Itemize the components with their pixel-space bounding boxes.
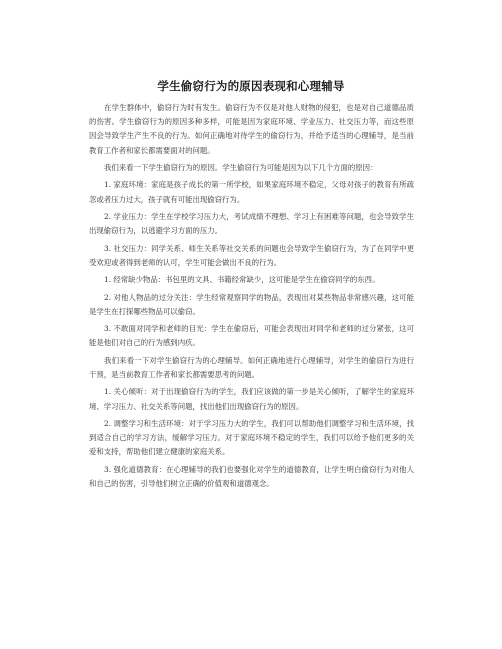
counseling-intro-paragraph: 我们来看一下对学生偷窃行为的心理辅导。如何正确地进行心理辅导，对学生的偷窃行为进行干预，是当前教育工作者和家长都需要思考的问题。 [89, 355, 414, 379]
document-title: 学生偷窃行为的原因表现和心理辅导 [157, 79, 345, 93]
sign-missing-items-paragraph: 1. 经常缺少物品：书包里的文具、书籍经常缺少，这可能是学生在偷窃同学的东西。 [104, 275, 380, 285]
sign-avoid-gaze-paragraph: 3. 不敢面对同学和老师的目光：学生在偷窃后，可能会表现出对同学和老师的过分紧张，这可能是他们对自己的行为感到内疚。 [89, 324, 414, 348]
cause-social-paragraph: 3. 社交压力：同学关系、师生关系等社交关系的问题也会导致学生偷窃行为，为了在同学中更受欢迎或者得到老师的认可，学生可能会做出不良的行为。 [89, 243, 414, 267]
counsel-moral-paragraph: 3. 强化道德教育：在心理辅导的我们也要强化对学生的道德教育，让学生明白偷窃行为对他人和自己的伤害，引导他们树立正确的价值观和道德观念。 [89, 464, 414, 488]
document-body [89, 101, 414, 494]
sign-attention-paragraph: 2. 对他人物品的过分关注：学生经常观察同学的物品，表现出对某些物品非常感兴趣，这可能是学生在打探哪些物品可以偷窃。 [89, 292, 414, 316]
cause-family-paragraph: 1. 家庭环境：家庭是孩子成长的第一所学校，如果家庭环境不稳定，父母对孩子的教育有所疏忽或者压力过大，孩子就有可能出现偷窃行为。 [89, 180, 414, 204]
causes-intro-paragraph: 我们来看一下学生偷窃行为的原因。学生偷窃行为可能是因为以下几个方面的原因： [104, 163, 378, 172]
counsel-environment-paragraph: 2. 调整学习和生活环境：对于学习压力大的学生，我们可以帮助他们调整学习和生活环境，找到适合自己的学习方法，缓解学习压力。对于家庭环境不稳定的学生，我们可以给予他们更多的关爱和支持，帮助他们建立健康的家庭关系。 [89, 418, 414, 457]
cause-study-paragraph: 2. 学业压力：学生在学校学习压力大，考试成绩不理想、学习上有困难等问题，也会导致学生出现偷窃行为，以逃避学习方面的压力。 [89, 211, 414, 236]
counsel-listen-paragraph: 1. 关心倾听：对于出现偷窃行为的学生，我们应该做的第一步是关心倾听，了解学生的家庭环境、学习压力、社交关系等问题，找出他们出现偷窃行为的原因。 [89, 387, 414, 411]
intro-paragraph: 在学生群体中，偷窃行为时有发生。偷窃行为不仅是对他人财物的侵犯，也是对自己道德品质的伤害。学生偷窃行为的原因多种多样，可能是因为家庭环境、学业压力、社交压力等，而这些原因会导致学生产生不良的行为。如何正确地对待学生的偷窃行为，并给予适当的心理辅导，是当前教育工作者和家长都需要面对的问题。 [89, 103, 414, 155]
